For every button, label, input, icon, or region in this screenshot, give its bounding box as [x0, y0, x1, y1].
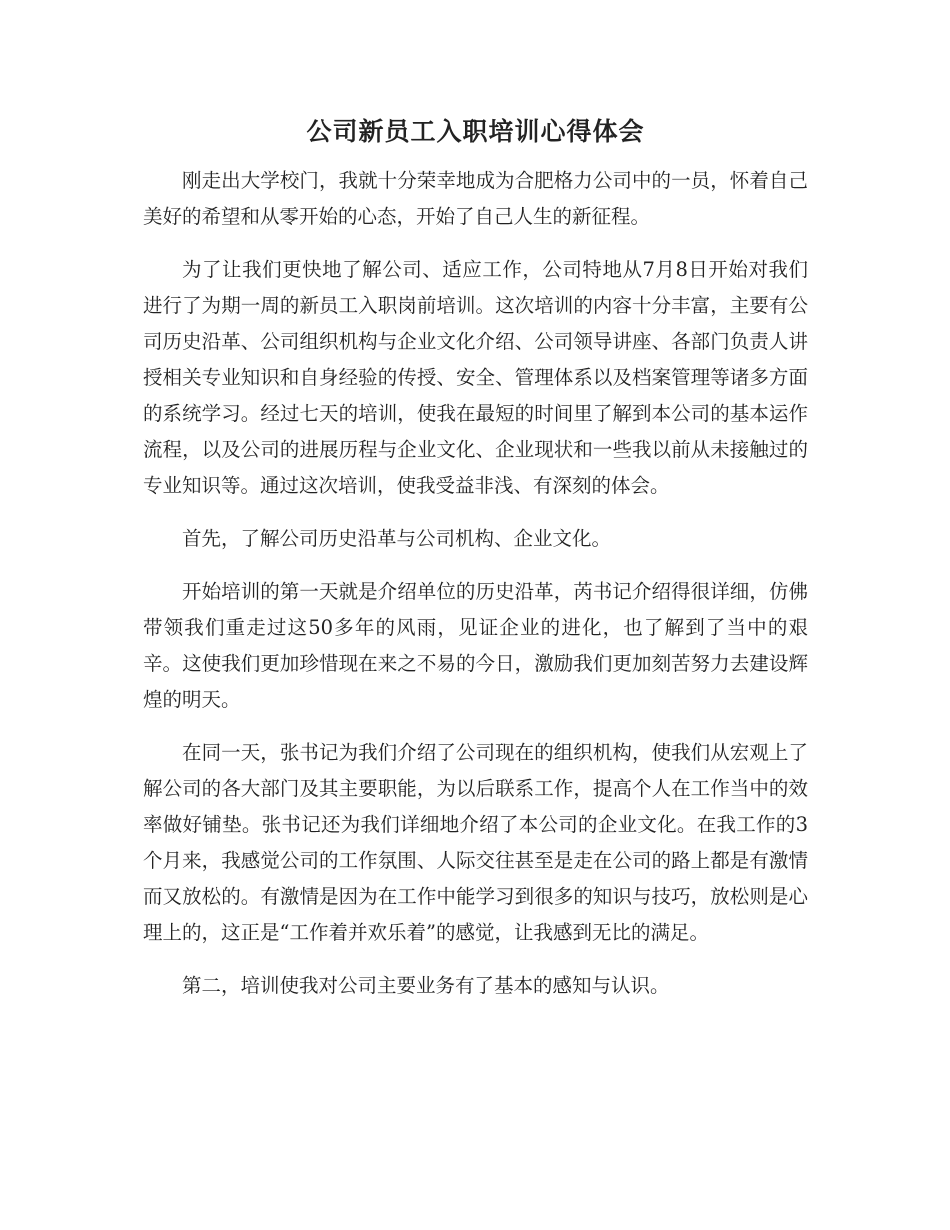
paragraph-point-second: 第二，培训使我对公司主要业务有了基本的感知与认识。 [182, 974, 670, 997]
paragraph-intro: 刚走出大学校门，我就十分荣幸地成为合肥格力公司中的一员，怀着自己美好的希望和从零开始的心态，开始了自己人生的新征程。 [143, 169, 808, 228]
paragraph-organization-culture: 在同一天，张书记为我们介绍了公司现在的组织机构，使我们从宏观上了解公司的各大部门及其主要职能，为以后联系工作，提高个人在工作当中的效率做好铺垫。张书记还为我们详细地介绍了本公司的企业文化。在我工作的3个月来，我感觉公司的工作氛围、人际交往甚至是走在公司的路上都是有激情而又放松的。有激情是因为在工作中能学习到很多的知识与技巧，放松则是心理上的，这正是“工作着并欢乐着”的感觉，让我感到无比的满足。 [143, 741, 808, 944]
document-body [143, 112, 808, 1021]
paragraph-history: 开始培训的第一天就是介绍单位的历史沿革，芮书记介绍得很详细，仿佛带领我们重走过这50多年的风雨，见证企业的进化，也了解到了当中的艰辛。这使我们更加珍惜现在来之不易的今日，激励我们更加刻苦努力去建设辉煌的明天。 [143, 580, 808, 711]
paragraph-point-first: 首先，了解公司历史沿革与公司机构、企业文化。 [182, 527, 612, 550]
document-title: 公司新员工入职培训心得体会 [306, 117, 645, 146]
paragraph-training-overview: 为了让我们更快地了解公司、适应工作，公司特地从7月8日开始对我们进行了为期一周的新员工入职岗前培训。这次培训的内容十分丰富，主要有公司历史沿革、公司组织机构与企业文化介绍、公司领导讲座、各部门负责人讲授相关专业知识和自身经验的传授、安全、管理体系以及档案管理等诸多方面的系统学习。经过七天的培训，使我在最短的时间里了解到本公司的基本运作流程，以及公司的进展历程与企业文化、企业现状和一些我以前从未接触过的专业知识等。通过这次培训，使我受益非浅、有深刻的体会。 [143, 258, 808, 497]
